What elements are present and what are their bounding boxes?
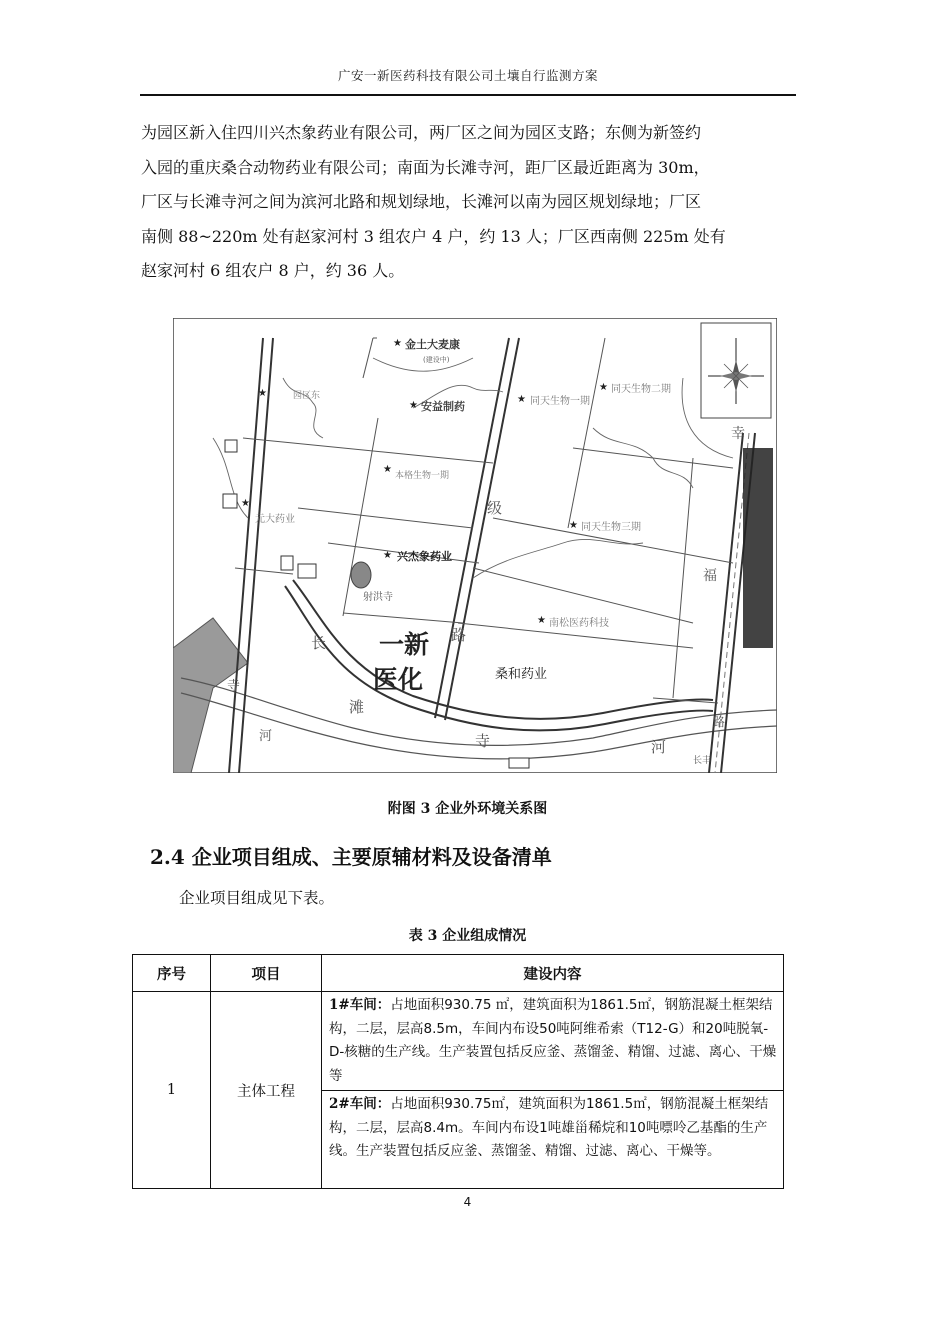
body-line: 南侧 88~220m 处有赵家河村 3 组农户 4 户，约 13 人；厂区西南侧 225m 处有 [141, 226, 726, 246]
map-label: 安益制药 [421, 400, 465, 413]
table-row [133, 992, 784, 1091]
section-heading: 2.4 企业项目组成、主要原辅材料及设备清单 [150, 845, 552, 869]
svg-text:★: ★ [569, 520, 578, 531]
map-label: 河 [651, 738, 667, 756]
figure-caption: 附图 3 企业外环境关系图 [387, 801, 548, 817]
workshop-1-text: 占地面积930.75 ㎡，建筑面积为1861.5㎡，钢筋混凝土框架结构，二层，层高8.5m，车间内布设50吨阿维希索（T12-G）和20吨脱氧-D-核糖的生产线。生产装置包括反应釜、蒸馏釜、精馏、过滤、离心、干燥等 [329, 997, 777, 1084]
header-rule [140, 94, 796, 96]
map-label: (建设中) [423, 356, 450, 364]
workshop-2-label: 2#车间： [329, 1096, 391, 1112]
svg-text:★: ★ [258, 388, 267, 399]
map-label: 兴杰象药业 [397, 550, 452, 563]
svg-text:★: ★ [517, 394, 526, 405]
map-label: 同天生物一期 [530, 396, 590, 407]
workshop-2-text: 占地面积930.75㎡，建筑面积为1861.5㎡，钢筋混凝土框架结构，二层，层高8.4m。车间内布设1吨雄甾稀烷和10吨嘌呤乙基酯的生产线。生产装置包括反应釜、蒸馏釜、精馏、过滤、离心、干燥等。 [329, 1096, 769, 1159]
body-line: 厂区与长滩寺河之间为滨河北路和规划绿地，长滩河以南为园区规划绿地；厂区 [141, 192, 702, 211]
map-label: 寺 [475, 732, 491, 750]
map-label: 路 [713, 715, 726, 729]
workshop-2-content [322, 1091, 784, 1189]
map-label: 桑和药业 [495, 667, 548, 682]
row-number: 1 [133, 992, 211, 1189]
map-label: 滩 [349, 698, 365, 716]
svg-text:★: ★ [383, 464, 392, 475]
map-label: 射洪寺 [363, 592, 393, 603]
page-number: 4 [463, 1195, 472, 1209]
table-header-cell: 序号 [133, 955, 211, 992]
map-label: 级 [487, 499, 503, 517]
road-dark-strip [743, 448, 773, 648]
map-label: 一新 [379, 630, 430, 659]
environment-map [173, 318, 777, 773]
workshop-1-label: 1#车间： [329, 997, 391, 1013]
table-header-cell: 建设内容 [322, 955, 784, 992]
svg-text:★: ★ [409, 400, 418, 411]
map-label: 福 [703, 568, 717, 584]
svg-text:★: ★ [241, 498, 250, 509]
table-header-cell: 项目 [211, 955, 322, 992]
table-header-row [133, 955, 784, 992]
pond [351, 562, 371, 588]
row-project: 主体工程 [211, 992, 322, 1189]
composition-table [132, 954, 784, 1189]
map-label: 本格生物一期 [395, 471, 450, 481]
map-label: 幸 [731, 426, 745, 442]
map-label: 同天生物二期 [611, 384, 671, 395]
map-label: 元大药业 [255, 514, 295, 525]
body-line: 为园区新入住四川兴杰象药业有限公司，两厂区之间为园区支路；东侧为新签约 [141, 123, 702, 142]
map-label: 寺 [227, 679, 241, 694]
svg-text:★: ★ [383, 550, 392, 561]
section-intro: 企业项目组成见下表。 [179, 889, 335, 907]
body-line: 赵家河村 6 组农户 8 户，约 36 人。 [141, 261, 405, 280]
map-label: 河 [259, 729, 273, 744]
body-paragraph [141, 116, 797, 289]
body-line: 入园的重庆桑合动物药业有限公司；南面为长滩寺河，距厂区最近距离为 30m， [141, 157, 710, 177]
svg-text:★: ★ [537, 615, 546, 626]
map-label: 金土大麦康 [405, 338, 460, 351]
svg-text:★: ★ [393, 338, 402, 349]
map-label: 长丰 [693, 756, 712, 766]
svg-text:★: ★ [599, 382, 608, 393]
map-label: 医化 [373, 665, 424, 694]
map-label: 路 [451, 626, 467, 644]
map-label: 园区东 [293, 391, 321, 401]
table-title: 表 3 企业组成情况 [408, 928, 527, 944]
map-label: 南松医药科技 [549, 618, 609, 629]
map-label: 同天生物三期 [581, 522, 641, 533]
workshop-1-content [322, 992, 784, 1091]
page-header: 广安一新医药科技有限公司土壤自行监测方案 [337, 68, 598, 83]
map-label: 长 [311, 634, 327, 652]
